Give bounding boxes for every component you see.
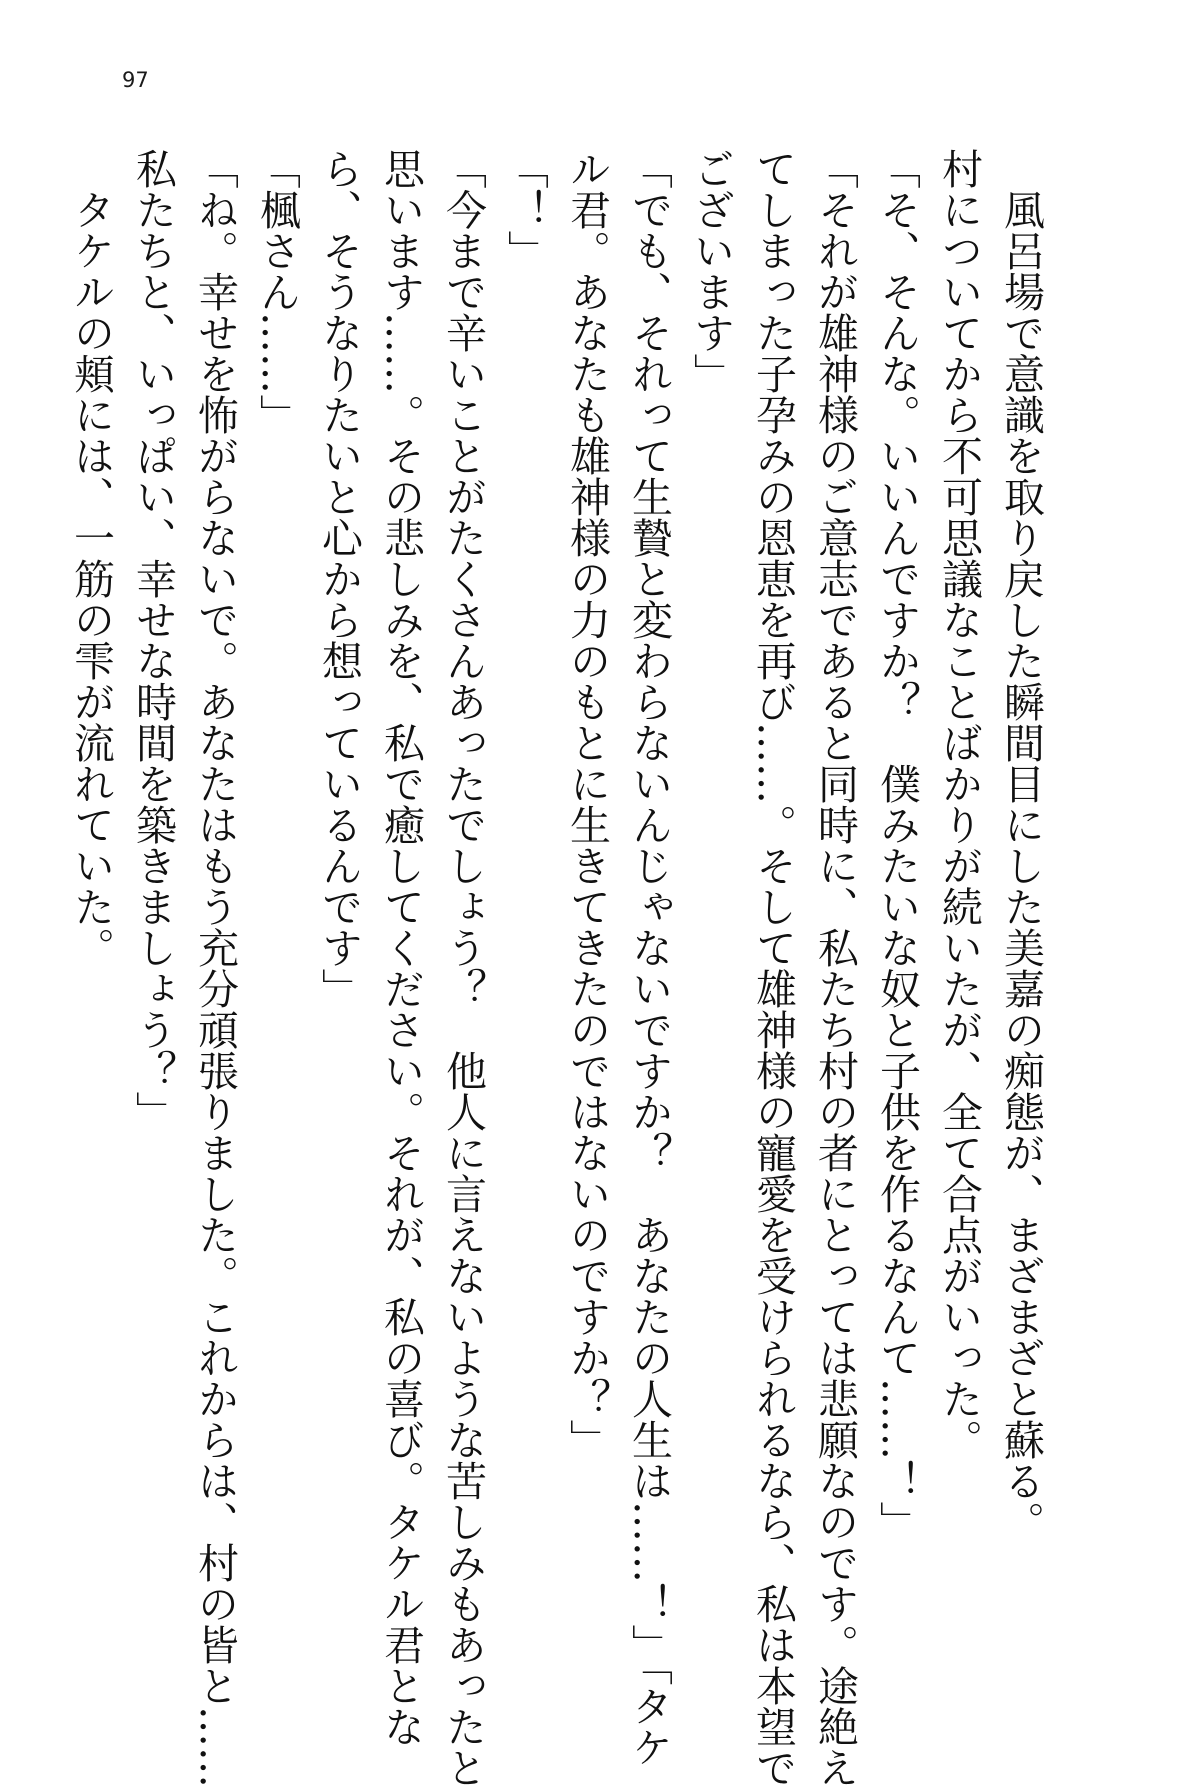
- text-line: 「楓さん……」: [253, 148, 301, 435]
- text-line: 「でも、それって生贄と変わらないんじゃないですか？ あなたの人生は……！」「タケ: [625, 148, 673, 1768]
- text-line: ございます」: [687, 148, 735, 394]
- text-line: 「ね。幸せを怖がらないで。あなたはもう充分頑張りました。これからは、村の皆と……: [191, 148, 239, 1788]
- text-line: 「今まで辛いことがたくさんあったでしょう？ 他人に言えないような苦しみもあったと: [439, 148, 487, 1788]
- page-number: 97: [122, 68, 149, 92]
- text-line: タケルの頬には、一筋の雫が流れていた。: [67, 148, 115, 968]
- text-line: 村についてから不可思議なことばかりが続いたが、全て合点がいった。: [935, 148, 983, 1460]
- text-line: ル君。あなたも雄神様の力のもとに生きてきたのではないのですか？」: [563, 148, 611, 1460]
- text-line: てしまった子孕みの恩恵を再び……。そして雄神様の寵愛を受けられるなら、私は本望で: [749, 148, 797, 1788]
- text-line: 「それが雄神様のご意志であると同時に、私たち村の者にとっては悲願なのです。途絶え: [811, 148, 859, 1788]
- text-line: ら、そうなりたいと心から想っているんです」: [315, 148, 363, 1009]
- text-line: 「そ、そんな。いいんですか？ 僕みたいな奴と子供を作るなんて……！」: [873, 148, 921, 1542]
- text-line: 「！」: [501, 148, 549, 271]
- body-text: [67, 148, 1052, 1788]
- text-line: 風呂場で意識を取り戻した瞬間目にした美嘉の痴態が、まざまざと蘇る。: [997, 148, 1045, 1542]
- text-line: 思います……。その悲しみを、私で癒してください。それが、私の喜び。タケル君とな: [377, 148, 425, 1747]
- text-line: 私たちと、いっぱい、幸せな時間を築きましょう？」: [129, 148, 177, 1132]
